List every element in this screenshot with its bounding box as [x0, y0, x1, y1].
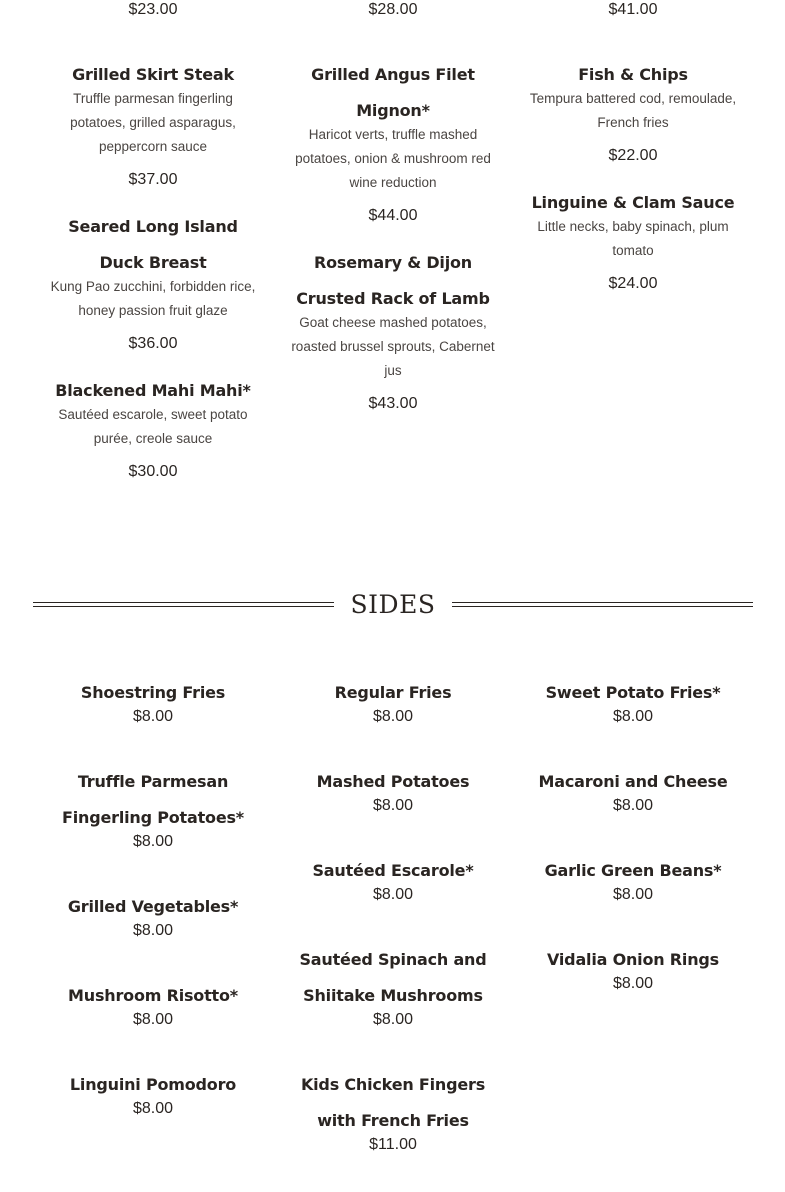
- side-item-name: Kids Chicken Fingers with French Fries: [300, 1075, 486, 1130]
- side-item-price: $8.00: [612, 975, 654, 992]
- side-item-name: Grilled Vegetables*: [67, 897, 239, 916]
- side-item-name: Sweet Potato Fries*: [545, 683, 721, 702]
- menu-item: [291, 57, 496, 228]
- side-item: [46, 889, 261, 943]
- menu-item-name: Linguine & Clam Sauce: [531, 193, 735, 212]
- sides-heading: [33, 586, 753, 622]
- previous-section-prices: [33, 0, 753, 20]
- side-item: [46, 978, 261, 1032]
- menu-item: [46, 209, 261, 356]
- sides-column-3: [513, 675, 753, 1192]
- heading-rule-left: [33, 602, 334, 607]
- side-item: [46, 764, 261, 854]
- side-item-price: $8.00: [612, 886, 654, 903]
- mains-column-2: [273, 57, 513, 501]
- side-item: [526, 853, 741, 907]
- menu-item-description: Tempura battered cod, remoulade, French fries: [529, 91, 737, 130]
- mains-column-3: [513, 57, 753, 501]
- side-item-price: $8.00: [612, 797, 654, 814]
- sides-column-2: [273, 675, 513, 1192]
- side-item: [286, 675, 501, 729]
- side-item: [526, 675, 741, 729]
- side-item-name: Garlic Green Beans*: [544, 861, 722, 880]
- menu-item-price: $30.00: [128, 463, 178, 480]
- menu-item-name: Rosemary & Dijon Crusted Rack of Lamb: [296, 253, 490, 308]
- menu-item-name: Fish & Chips: [578, 65, 688, 84]
- sides-column-1: [33, 675, 273, 1192]
- side-item-name: Mashed Potatoes: [316, 772, 470, 791]
- menu-item-description: Truffle parmesan fingerling potatoes, grilled asparagus, peppercorn sauce: [70, 91, 236, 154]
- side-item: [286, 764, 501, 818]
- menu-item-name: Seared Long Island Duck Breast: [68, 217, 238, 272]
- side-item: [46, 675, 261, 729]
- side-item-price: $8.00: [132, 833, 174, 850]
- menu-item: [526, 185, 741, 296]
- side-item-price: $8.00: [612, 708, 654, 725]
- side-item-name: Truffle Parmesan Fingerling Potatoes*: [62, 772, 244, 827]
- menu-item-price: $22.00: [608, 147, 658, 164]
- menu-item-description: Haricot verts, truffle mashed potatoes, onion & mushroom red wine reduction: [295, 127, 491, 190]
- sides-section: [33, 675, 753, 1192]
- menu-item-description: Sautéed escarole, sweet potato purée, creole sauce: [58, 407, 248, 446]
- section-title: SIDES: [350, 589, 436, 619]
- side-item-price: $8.00: [132, 708, 174, 725]
- menu-item: [291, 245, 496, 416]
- side-item-name: Linguini Pomodoro: [69, 1075, 237, 1094]
- side-item: [286, 1067, 501, 1157]
- side-item-name: Regular Fries: [334, 683, 452, 702]
- heading-rule-right: [452, 602, 753, 607]
- menu-item-price: $36.00: [128, 335, 178, 352]
- menu-item-name: Grilled Angus Filet Mignon*: [311, 65, 475, 120]
- menu-item-description: Goat cheese mashed potatoes, roasted brussel sprouts, Cabernet jus: [291, 315, 495, 378]
- menu-item-price: $37.00: [128, 171, 178, 188]
- menu-item: [526, 57, 741, 168]
- side-item-name: Vidalia Onion Rings: [547, 950, 719, 969]
- menu-item-price: $28.00: [368, 1, 418, 18]
- mains-section: [33, 57, 753, 501]
- side-item-price: $8.00: [372, 708, 414, 725]
- menu-item-price: $43.00: [368, 395, 418, 412]
- side-item-price: $8.00: [372, 1011, 414, 1028]
- side-item: [286, 942, 501, 1032]
- side-item: [46, 1067, 261, 1121]
- side-item-name: Sautéed Escarole*: [312, 861, 474, 880]
- menu-item-price: $44.00: [368, 207, 418, 224]
- side-item: [526, 764, 741, 818]
- menu-item-name: Blackened Mahi Mahi*: [55, 381, 251, 400]
- side-item-price: $8.00: [132, 922, 174, 939]
- menu-item: [46, 373, 261, 484]
- menu-item: [46, 57, 261, 192]
- mains-column-1: [33, 57, 273, 501]
- side-item: [286, 853, 501, 907]
- menu-item-price: $24.00: [608, 275, 658, 292]
- menu-item-description: Little necks, baby spinach, plum tomato: [537, 219, 729, 258]
- menu-item-description: Kung Pao zucchini, forbidden rice, honey passion fruit glaze: [50, 279, 256, 318]
- side-item-name: Sautéed Spinach and Shiitake Mushrooms: [299, 950, 487, 1005]
- side-item-name: Macaroni and Cheese: [538, 772, 728, 791]
- side-item-price: $8.00: [372, 886, 414, 903]
- menu-item-name: Grilled Skirt Steak: [72, 65, 234, 84]
- side-item-price: $8.00: [372, 797, 414, 814]
- side-item-price: $11.00: [369, 1136, 417, 1153]
- menu-item-price: $23.00: [128, 1, 178, 18]
- side-item-name: Shoestring Fries: [80, 683, 226, 702]
- side-item: [526, 942, 741, 996]
- side-item-name: Mushroom Risotto*: [68, 986, 238, 1005]
- side-item-price: $8.00: [132, 1011, 174, 1028]
- side-item-price: $8.00: [132, 1100, 174, 1117]
- menu-item-price: $41.00: [608, 1, 658, 18]
